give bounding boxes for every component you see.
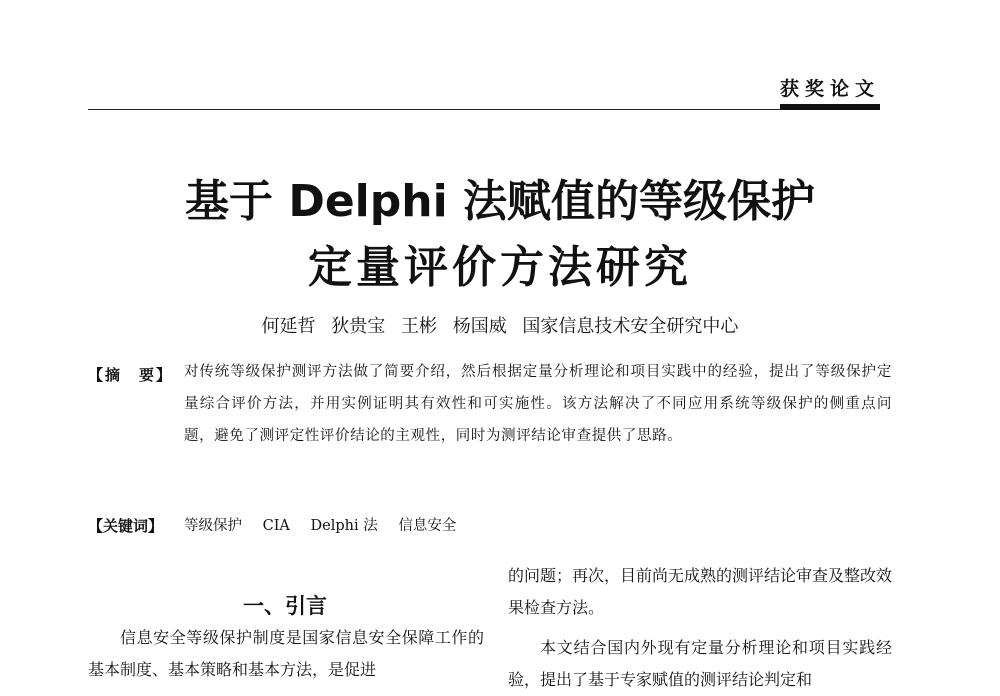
body-column-right: [508, 560, 892, 696]
paper-title-line-2: 定量评价方法研究: [308, 242, 692, 293]
paper-title-line-1: 基于 Delphi 法赋值的等级保护: [185, 176, 815, 227]
keywords-list: [184, 514, 472, 535]
header-rule: [88, 109, 880, 110]
section-header-label: 获奖论文: [779, 78, 880, 100]
keyword-item: 信息安全: [398, 518, 457, 534]
header-rule-accent: [780, 104, 880, 110]
keyword-item: Delphi 法: [310, 518, 378, 534]
keywords-label: 【关键词】: [88, 517, 164, 535]
body-column-left: [88, 622, 484, 686]
authors-line: 何延哲 狄贵宝 王彬 杨国威 国家信息技术安全研究中心: [261, 316, 739, 337]
keyword-item: CIA: [262, 518, 290, 534]
body-paragraph: 的问题；再次，目前尚无成熟的测评结论审查及整改效果检查方法。: [508, 566, 893, 617]
abstract-label: 【摘 要】: [88, 366, 174, 384]
abstract-text: 对传统等级保护测评方法做了简要介绍，然后根据定量分析理论和项目实践中的经验，提出了等级保护定量综合评价方法，并用实例证明其有效性和可实施性。该方法解决了不同应用系统等级保护的侧重点问题，避免了测评定性评价结论的主观性，同时为测评结论审查提供了思路。: [184, 364, 892, 444]
keyword-item: 等级保护: [184, 518, 242, 534]
section-heading: 一、引言: [243, 594, 327, 618]
body-paragraph: 信息安全等级保护制度是国家信息安全保障工作的基本制度、基本策略和基本方法，是促进: [88, 628, 484, 679]
body-paragraph: 本文结合国内外现有定量分析理论和项目实践经验，提出了基于专家赋值的测评结论判定和: [508, 638, 892, 689]
